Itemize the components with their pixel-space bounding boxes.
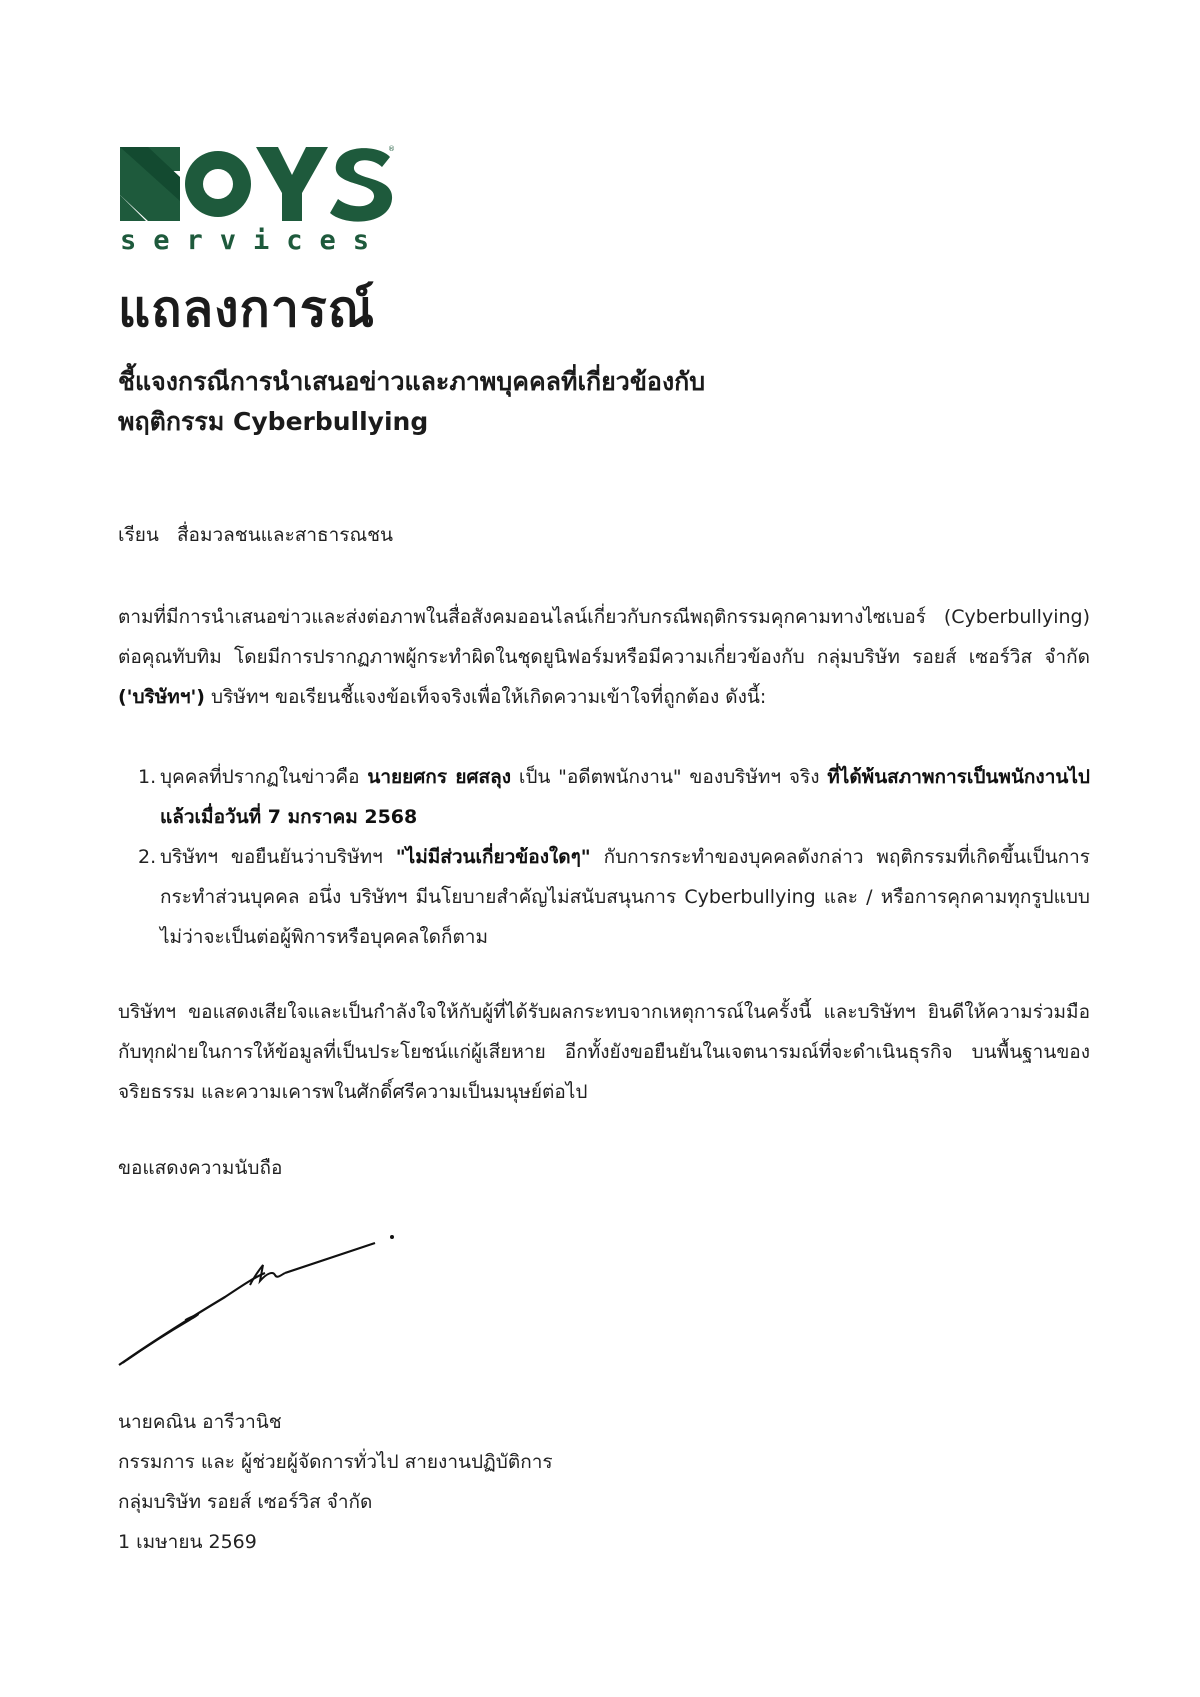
list-number: 2.	[138, 846, 157, 868]
list-text: บริษัทฯ ขอยืนยันว่าบริษัทฯ "ไม่มีส่วนเกี่ยวข้องใดๆ" กับการกระทำของบุคคลดังกล่าว พฤติกรรมที่เกิดขึ้นเป็นการกระทำส่วนบุคคล อนึ่ง บริษัทฯ มีนโยบายสำคัญไม่สนับสนุนการ Cyberbullying และ / หรือการคุกคามทุกรูปแบบ ไม่ว่าจะเป็นต่อผู้พิการหรือบุคคลใดก็ตาม	[160, 846, 1090, 948]
signer-position: กรรมการ และ ผู้ช่วยผู้จัดการทั่วไป สายงานปฏิบัติการ	[118, 1451, 553, 1473]
signer-block	[118, 1402, 553, 1562]
document-subtitle	[118, 362, 705, 442]
no-involvement-statement: "ไม่มีส่วนเกี่ยวข้องใดๆ"	[395, 846, 591, 868]
termination-date-note: ที่ได้พ้นสภาพการเป็นพนักงานไปแล้วเมื่อวันที่ 7 มกราคม 2568	[160, 766, 1090, 828]
closing-remark: ขอแสดงความนับถือ	[118, 1157, 283, 1179]
subtitle-line-1: ชี้แจงกรณีการนำเสนอข่าวและภาพบุคคลที่เกี่ยวข้องกับ	[118, 367, 706, 396]
company-logo	[118, 143, 398, 253]
employee-name: นายยศกร ยศสลุง	[367, 766, 512, 788]
salutation	[118, 520, 393, 550]
statement-date: 1 เมษายน 2569	[118, 1531, 257, 1553]
salutation-recipient: สื่อมวลชนและสาธารณชน	[176, 524, 394, 546]
signature	[115, 1225, 435, 1375]
list-item	[138, 837, 1090, 957]
handwritten-signature-icon	[115, 1225, 435, 1375]
clarification-list	[138, 757, 1090, 957]
list-item	[138, 757, 1090, 837]
salutation-label: เรียน	[118, 524, 159, 546]
svg-text:®: ®	[388, 145, 395, 153]
signer-name: นายคณิน อารีวานิช	[118, 1411, 282, 1433]
company-abbrev: ('บริษัทฯ')	[118, 686, 205, 708]
roys-services-logo-icon	[118, 143, 398, 253]
list-text: บุคคลที่ปรากฏในข่าวคือ นายยศกร ยศสลุง เป็น "อดีตพนักงาน" ของบริษัทฯ จริง ที่ได้พ้นสภาพการเป็นพนักงานไปแล้วเมื่อวันที่ 7 มกราคม 2568	[160, 766, 1090, 828]
document-title: แถลงการณ์	[118, 280, 376, 338]
intro-text: ตามที่มีการนำเสนอข่าวและส่งต่อภาพในสื่อสังคมออนไลน์เกี่ยวกับกรณีพฤติกรรมคุกคามทางไซเบอร์ (Cyberbullying) ต่อคุณทับทิม โดยมีการปรากฏภาพผู้กระทำผิดในชุดยูนิฟอร์มหรือมีความเกี่ยวข้องกับ กลุ่มบริษัท รอยส์ เซอร์วิส จำกัด	[118, 606, 1090, 668]
signer-company: กลุ่มบริษัท รอยส์ เซอร์วิส จำกัด	[118, 1491, 373, 1513]
subtitle-line-2: พฤติกรรม Cyberbullying	[118, 407, 429, 436]
logo-tagline: services	[120, 225, 387, 253]
list-number: 1.	[138, 766, 157, 788]
intro-paragraph	[118, 597, 1090, 717]
intro-text-cont: บริษัทฯ ขอเรียนชี้แจงข้อเท็จจริงเพื่อให้เกิดความเข้าใจที่ถูกต้อง ดังนี้:	[204, 686, 767, 708]
condolence-paragraph: บริษัทฯ ขอแสดงเสียใจและเป็นกำลังใจให้กับผู้ที่ได้รับผลกระทบจากเหตุการณ์ในครั้งนี้ และบริษัทฯ ยินดีให้ความร่วมมือกับทุกฝ่ายในการให้ข้อมูลที่เป็นประโยชน์แก่ผู้เสียหาย อีกทั้งยังขอยืนยันในเจตนารมณ์ที่จะดำเนินธุรกิจ บนพื้นฐานของจริยธรรม และความเคารพในศักดิ์ศรีความเป็นมนุษย์ต่อไป	[118, 1001, 1090, 1103]
